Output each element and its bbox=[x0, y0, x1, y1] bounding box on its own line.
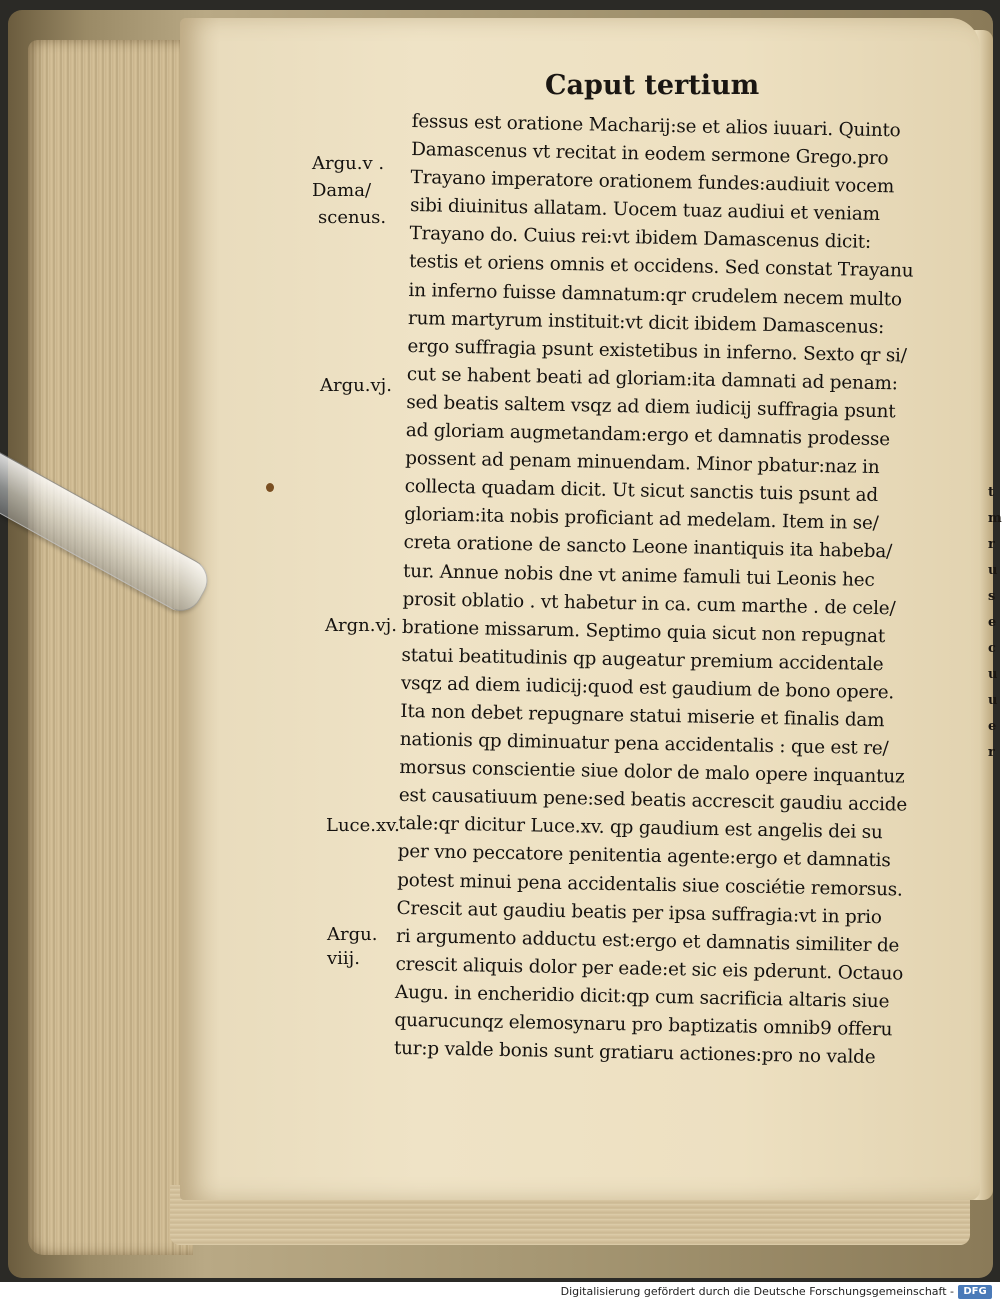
margin-note: Argu.vj. bbox=[320, 375, 392, 396]
facing-page-letter: u bbox=[988, 563, 998, 578]
page-edge-stack bbox=[28, 40, 193, 1255]
facing-page-letter: u bbox=[988, 667, 998, 682]
funding-notice: Digitalisierung gefördert durch die Deutsche Forschungsgemeinschaft - bbox=[560, 1285, 954, 1298]
margin-note: scenus. bbox=[318, 207, 387, 228]
text-line: fessus est oratione Macharij:se et alios iuuari. Quinto bbox=[411, 110, 901, 142]
footer-bar bbox=[0, 1282, 1000, 1303]
margin-note: Argn.vj. bbox=[325, 615, 397, 636]
text-line: gloriam:ita nobis proficiant ad medelam. Item in se/ bbox=[403, 504, 879, 535]
text-line: cut se habent beati ad gloriam:ita damnati ad penam: bbox=[406, 363, 898, 395]
text-line: nationis qp diminuatur pena accidentalis : que est re/ bbox=[399, 728, 889, 760]
text-line: Crescit aut gaudiu beatis per ipsa suffragia:vt in prio bbox=[396, 897, 882, 928]
text-line: Damascenus vt recitat in eodem sermone Grego.pro bbox=[410, 139, 889, 170]
text-line: testis et oriens omnis et occidens. Sed constat Trayanu bbox=[408, 251, 914, 283]
text-line: sed beatis saltem vsqz ad diem iudicij suffragia psunt bbox=[406, 391, 896, 423]
margin-note: Dama/ bbox=[312, 180, 372, 201]
facing-page-letter: u bbox=[988, 693, 998, 708]
text-line: est causatiuum pene:sed beatis accrescit gaudiu accide bbox=[398, 785, 908, 816]
text-line: potest minui pena accidentalis siue cosciétie remorsus. bbox=[396, 869, 903, 901]
text-line: Trayano do. Cuius rei:vt ibidem Damascenus dicit: bbox=[409, 223, 872, 254]
facing-page-letter: r bbox=[988, 745, 995, 760]
text-line: statui beatitudinis qp augeatur premium accidentale bbox=[401, 644, 884, 675]
facing-page-letter: s bbox=[988, 589, 996, 604]
text-line: rum martyrum instituit:vt dicit ibidem Damascenus: bbox=[407, 307, 885, 338]
facing-page-letter: r bbox=[988, 537, 995, 552]
facing-page-letter: e bbox=[988, 719, 997, 734]
facing-page-letter: t bbox=[988, 485, 995, 500]
text-line: Augu. in encheridio dicit:qp cum sacrificia altaris siue bbox=[394, 981, 890, 1013]
facing-page-letter: c bbox=[988, 641, 996, 656]
text-line: bratione missarum. Septimo quia sicut non repugnat bbox=[401, 616, 886, 647]
text-line: tur:p valde bonis sunt gratiaru actiones:pro no valde bbox=[393, 1037, 876, 1069]
text-line: possent ad penam minuendam. Minor pbatur:naz in bbox=[405, 448, 880, 479]
text-line: Trayano imperatore orationem fundes:audiuit vocem bbox=[410, 167, 895, 198]
text-line: tur. Annue nobis dne vt anime famuli tui Leonis hec bbox=[402, 560, 875, 591]
margin-note: Argu. bbox=[327, 924, 378, 945]
text-line: ergo suffragia psunt existetibus in inferno. Sexto qr si/ bbox=[407, 335, 907, 367]
page-heading: Caput tertium bbox=[545, 70, 760, 101]
text-line: crescit aliquis dolor per eade:et sic eis pderunt. Octauo bbox=[395, 953, 904, 985]
text-line: in inferno fuisse damnatum:qr crudelem necem multo bbox=[408, 279, 903, 310]
text-line: morsus conscientie siue dolor de malo opere inquantuz bbox=[399, 757, 905, 788]
ink-spot bbox=[266, 483, 274, 492]
margin-note: Luce.xv. bbox=[326, 815, 400, 836]
margin-note: viij. bbox=[327, 948, 360, 969]
text-line: tale:qr dicitur Luce.xv. qp gaudium est angelis dei su bbox=[398, 813, 883, 844]
text-line: quarucunqz elemosynaru pro baptizatis omnib9 offeru bbox=[394, 1009, 893, 1041]
body-text bbox=[394, 108, 972, 1074]
facing-page-letter: e bbox=[988, 615, 997, 630]
facing-page-letter: m bbox=[988, 511, 1002, 526]
text-line: collecta quadam dicit. Ut sicut sanctis tuis psunt ad bbox=[404, 476, 879, 507]
text-line: vsqz ad diem iudicij:quod est gaudium de bono opere. bbox=[400, 672, 895, 704]
text-line: prosit oblatio . vt habetur in ca. cum marthe . de cele/ bbox=[402, 588, 896, 619]
text-line: Ita non debet repugnare statui miserie et finalis dam bbox=[400, 700, 885, 732]
facing-page-letters bbox=[988, 480, 1000, 766]
text-line: sibi diuinitus allatam. Uocem tuaz audiui et veniam bbox=[409, 195, 881, 226]
text-line: creta oratione de sancto Leone inantiquis ita habeba/ bbox=[403, 532, 893, 563]
margin-note: Argu.v . bbox=[312, 153, 385, 174]
text-line: ri argumento adductu est:ergo et damnatis similiter de bbox=[395, 925, 900, 957]
text-line: per vno peccatore penitentia agente:ergo et damnatis bbox=[397, 841, 891, 872]
text-line: ad gloriam augmetandam:ergo et damnatis prodesse bbox=[405, 419, 891, 451]
dfg-logo-icon: DFG bbox=[958, 1285, 992, 1299]
